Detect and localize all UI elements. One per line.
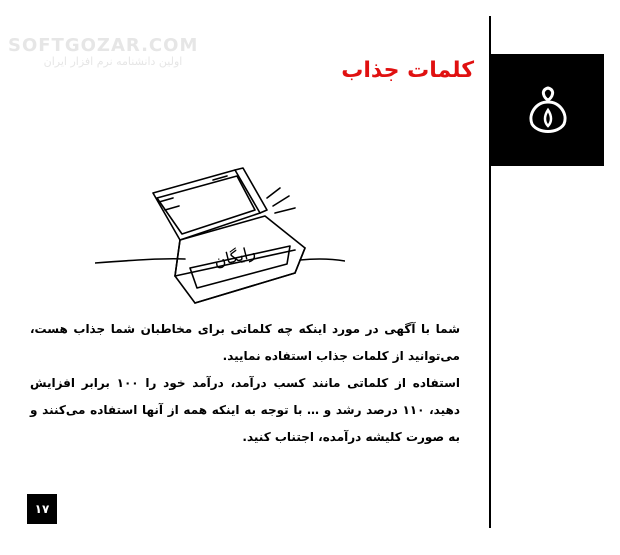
watermark-logo: SOFTGOZAR.COM <box>8 35 199 56</box>
chapter-number-icon <box>518 80 578 140</box>
body-paragraph-2: استفاده از کلماتی مانند کسب درآمد، درآمد خود را ۱۰۰ برابر افزایش دهید، ۱۱۰ درصد رشد و … با توجه به اینکه همه از آنها استفاده می‌کنند و به صورت کلیشه درآمده، اجتناب کنید. <box>30 376 460 444</box>
body-paragraph-1: شما با آگهی در مورد اینکه چه کلماتی برای مخاطبان شما جذاب هست، می‌توانید از کلمات جذاب استفاده نمایید. <box>30 322 460 363</box>
open-box-illustration <box>95 158 345 308</box>
chapter-box <box>491 54 604 166</box>
watermark-tagline: اولین دانشنامه نرم افزار ایران <box>43 54 183 68</box>
watermark <box>8 36 218 68</box>
page-number: ۱۷ <box>27 494 57 524</box>
page-title: کلمات جذاب <box>341 58 474 83</box>
body-text <box>30 316 460 451</box>
illustration-label: رایگان <box>211 242 258 271</box>
